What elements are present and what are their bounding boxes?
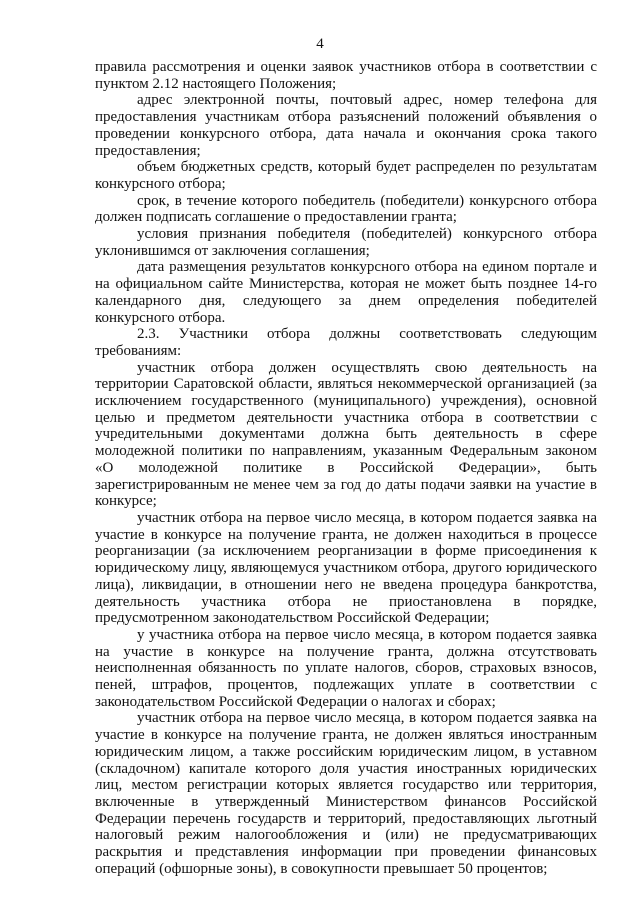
paragraph: участник отбора на первое число месяца, в котором подается заявка на участие в конкурсе на получение гранта, не должен являться иностранным юридическим лицом, а также российским юридическим лицом, в уставном (складочном) капитале которого доля участия иностранных юридических лиц, местом регистрации которых является государство или территория, включенные в утвержденный Министерством финансов Российской Федерации перечень государств и территорий, предоставляющих льготный налоговый режим налогообложения и (или) не предусматривающих раскрытия и представления информации при проведении финансовых операций (офшорные зоны), в совокупности превышает 50 процентов; <box>95 710 597 877</box>
paragraph: условия признания победителя (победителей) конкурсного отбора уклонившимся от заключения соглашения; <box>95 226 597 259</box>
document-body <box>95 59 597 877</box>
paragraph: срок, в течение которого победитель (победители) конкурсного отбора должен подписать соглашение о предоставлении гранта; <box>95 192 597 226</box>
paragraph: правила рассмотрения и оценки заявок участников отбора в соответствии с пунктом 2.12 настоящего Положения; <box>95 59 597 92</box>
paragraph: адрес электронной почты, почтовый адрес, номер телефона для предоставления участникам отбора разъяснений положений объявления о проведении конкурсного отбора, дата начала и окончания срока такого предоставления; <box>95 92 597 159</box>
paragraph: участник отбора на первое число месяца, в котором подается заявка на участие в конкурсе на получение гранта, не должен находиться в процессе реорганизации (за исключением реорганизации в форме присоединения к юридическому лицу, являющемуся участником отбора, другого юридического лица), ликвидации, в отношении него не введена процедура банкротства, деятельность участника отбора не приостановлена в порядке, предусмотренном законодательством Российской Федерации; <box>95 509 597 627</box>
paragraph: участник отбора должен осуществлять свою деятельность на территории Саратовской области, являться некоммерческой организацией (за исключением государственного (муниципального) учреждения), основной целью и предметом деятельности участника отбора в соответствии с учредительными документами должна быть деятельность в сфере молодежной политики по направлениям, указанным Федеральным законом «О молодежной политике в Российской Федерации», быть зарегистрированным не менее чем за год до даты подачи заявки на участие в конкурсе; <box>95 359 597 510</box>
paragraph: объем бюджетных средств, который будет распределен по результатам конкурсного отбора; <box>95 159 597 192</box>
page-number: 4 <box>316 36 324 52</box>
paragraph: дата размещения результатов конкурсного отбора на едином портале и на официальном сайте Министерства, которая не может быть позднее 14-го календарного дня, следующего за днем определения победителей конкурсного отбора. <box>95 259 597 326</box>
section-heading: 2.3. Участники отбора должны соответствовать следующим требованиям: <box>95 326 597 359</box>
paragraph: у участника отбора на первое число месяца, в котором подается заявка на участие в конкурсе на получение гранта, должна отсутствовать неисполненная обязанность по уплате налогов, сборов, страховых взносов, пеней, штрафов, процентов, подлежащих уплате в соответствии с законодательством Российской Федерации о налогах и сборах; <box>95 626 597 710</box>
